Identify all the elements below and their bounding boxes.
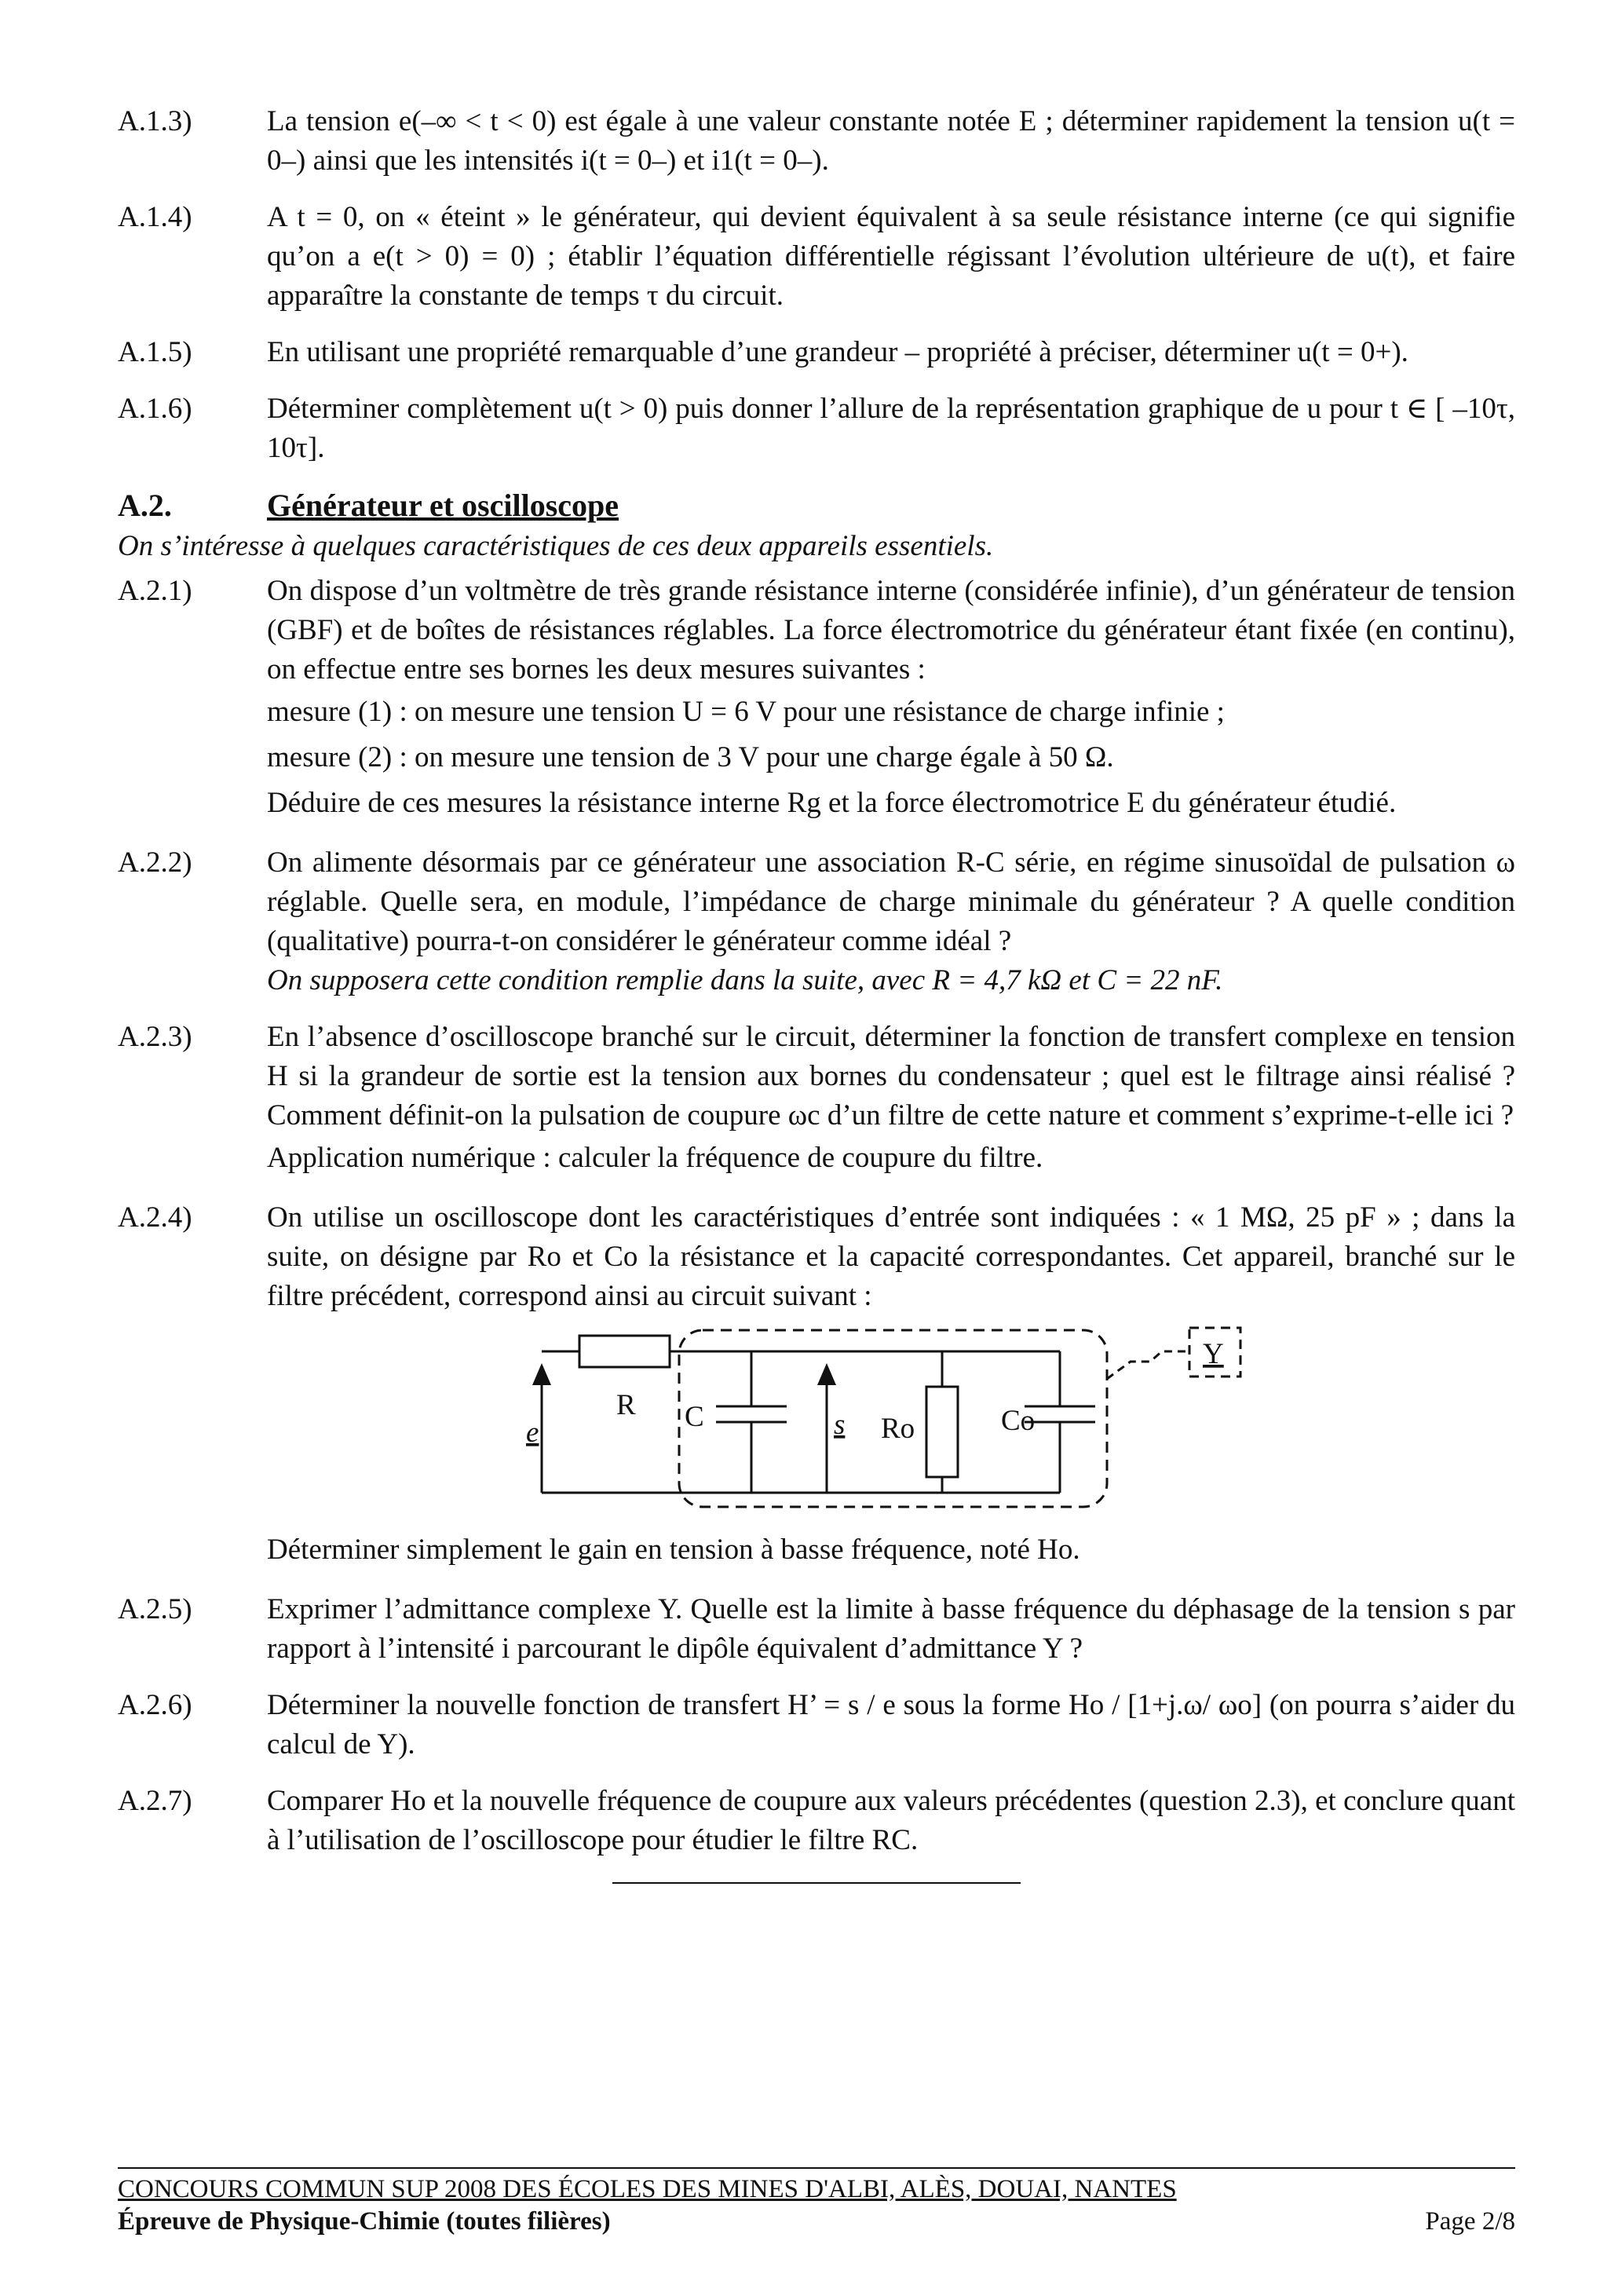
question-text: Comparer Ho et la nouvelle fréquence de coupure aux valeurs précédentes (question 2.3), et conclure quant à l’utilisation de l’oscilloscope pour étudier le filtre RC. — [267, 1785, 1515, 1856]
question-text: A t = 0, on « éteint » le générateur, qui devient équivalent à sa seule résistance interne (ce qui signifie qu’on a e(t > 0) = 0) ; établir l’équation différentielle régissant l’évolution ultérieure de u(t), et faire apparaître la constante de temps τ du circuit. — [267, 201, 1515, 312]
label-y: Y — [1203, 1338, 1224, 1370]
section-title: Générateur et oscilloscope — [267, 488, 619, 523]
question-text: En l’absence d’oscilloscope branché sur le circuit, déterminer la fonction de transfert complexe en tension H si la grandeur de sortie est la tension aux bornes du condensateur ; quel est le filtrage ainsi réalisé ? Comment définit-on la pulsation de coupure ωc d’un filtre de cette nature et comment s’exprime-t-elle ici ? — [267, 1021, 1515, 1132]
question-number: A.2.6) — [118, 1689, 192, 1721]
measure-1: mesure (1) : on mesure une tension U = 6 V pour une résistance de charge infinie ; — [267, 696, 1225, 728]
footer-exam: Épreuve de Physique-Chimie (toutes filières) — [118, 2207, 611, 2236]
label-r: R — [616, 1389, 636, 1421]
page-footer — [118, 2167, 1515, 2236]
question-number: A.1.4) — [118, 201, 192, 233]
question-number: A.2.1) — [118, 575, 192, 607]
label-c: C — [685, 1401, 704, 1433]
question-text: En utilisant une propriété remarquable d’une grandeur – propriété à préciser, déterminer u(t = 0+). — [267, 336, 1408, 368]
question-a15 — [118, 333, 1515, 372]
label-s: s — [834, 1409, 846, 1441]
question-text: On dispose d’un voltmètre de très grande résistance interne (considérée infinie), d’un générateur de tension (GBF) et de boîtes de résistances réglables. La force électromotrice du générateur étant fixée (en continu), on effectue entre ses bornes les deux mesures suivantes : — [267, 575, 1515, 686]
section-heading — [118, 485, 1515, 526]
question-a26 — [118, 1686, 1515, 1764]
question-text: La tension e(–∞ < t < 0) est égale à une valeur constante notée E ; déterminer rapidement la tension u(t = 0–) ainsi que les intensités i(t = 0–) et i1(t = 0–). — [267, 105, 1515, 177]
question-number: A.2.2) — [118, 846, 192, 879]
question-text: On alimente désormais par ce générateur une association R-C série, en régime sinusoïdal de pulsation ω réglable. Quelle sera, en module, l’impédance de charge minimale du générateur ? A quelle condition (qualitative) pourra-t-on considérer le générateur comme idéal ? — [267, 846, 1515, 957]
label-ro: Ro — [881, 1413, 915, 1445]
circuit-diagram — [267, 1324, 1366, 1516]
question-after-circuit: Déterminer simplement le gain en tension à basse fréquence, noté Ho. — [267, 1534, 1080, 1566]
question-text: Déterminer complètement u(t > 0) puis donner l’allure de la représentation graphique de u pour t ∈ [ –10τ, 10τ]. — [267, 393, 1515, 464]
footer-contest: CONCOURS COMMUN SUP 2008 DES ÉCOLES DES MINES D'ALBI, ALÈS, DOUAI, NANTES — [118, 2175, 1177, 2203]
question-text: Déterminer la nouvelle fonction de transfert H’ = s / e sous la forme Ho / [1+j.ω/ ωo] (on pourra s’aider du calcul de Y). — [267, 1689, 1515, 1760]
end-separator — [612, 1882, 1021, 1884]
question-a16 — [118, 389, 1515, 468]
question-a24 — [118, 1198, 1515, 1573]
question-number: A.1.6) — [118, 393, 192, 425]
question-number: A.1.5) — [118, 336, 192, 368]
resistor-ro — [926, 1387, 958, 1477]
question-a27 — [118, 1782, 1515, 1860]
question-number: A.2.4) — [118, 1201, 192, 1234]
label-co: Co — [1001, 1405, 1036, 1437]
resistor-r — [579, 1336, 670, 1367]
question-a23 — [118, 1018, 1515, 1181]
page-number: Page 2/8 — [1425, 2207, 1515, 2236]
section-intro: On s’intéresse à quelques caractéristiques de ces deux appareils essentiels. — [118, 530, 994, 562]
question-a25 — [118, 1590, 1515, 1669]
measure-2: mesure (2) : on mesure une tension de 3 V pour une charge égale à 50 Ω. — [267, 741, 1114, 773]
question-number: A.2.7) — [118, 1785, 192, 1817]
question-number: A.1.3) — [118, 105, 192, 137]
question-note: On supposera cette condition remplie dans la suite, avec R = 4,7 kΩ et C = 22 nF. — [267, 964, 1223, 996]
section-number: A.2. — [118, 488, 172, 523]
application-text: Application numérique : calculer la fréquence de coupure du filtre. — [267, 1142, 1043, 1174]
label-e: e — [526, 1417, 539, 1449]
deduce-text: Déduire de ces mesures la résistance interne Rg et la force électromotrice E du générateur étudié. — [267, 787, 1397, 819]
question-number: A.2.5) — [118, 1593, 192, 1625]
question-a22 — [118, 843, 1515, 1000]
question-a14 — [118, 198, 1515, 316]
question-a13 — [118, 102, 1515, 181]
page-content — [118, 102, 1515, 1884]
question-number: A.2.3) — [118, 1021, 192, 1053]
question-text: On utilise un oscilloscope dont les caractéristiques d’entrée sont indiquées : « 1 MΩ, 25 pF » ; dans la suite, on désigne par Ro et Co la résistance et la capacité correspondantes. Cet appareil, branché sur le filtre précédent, correspond ainsi au circuit suivant : — [267, 1201, 1515, 1312]
question-text: Exprimer l’admittance complexe Y. Quelle est la limite à basse fréquence du déphasage de la tension s par rapport à l’intensité i parcourant le dipôle équivalent d’admittance Y ? — [267, 1593, 1515, 1665]
question-a21 — [118, 572, 1515, 826]
